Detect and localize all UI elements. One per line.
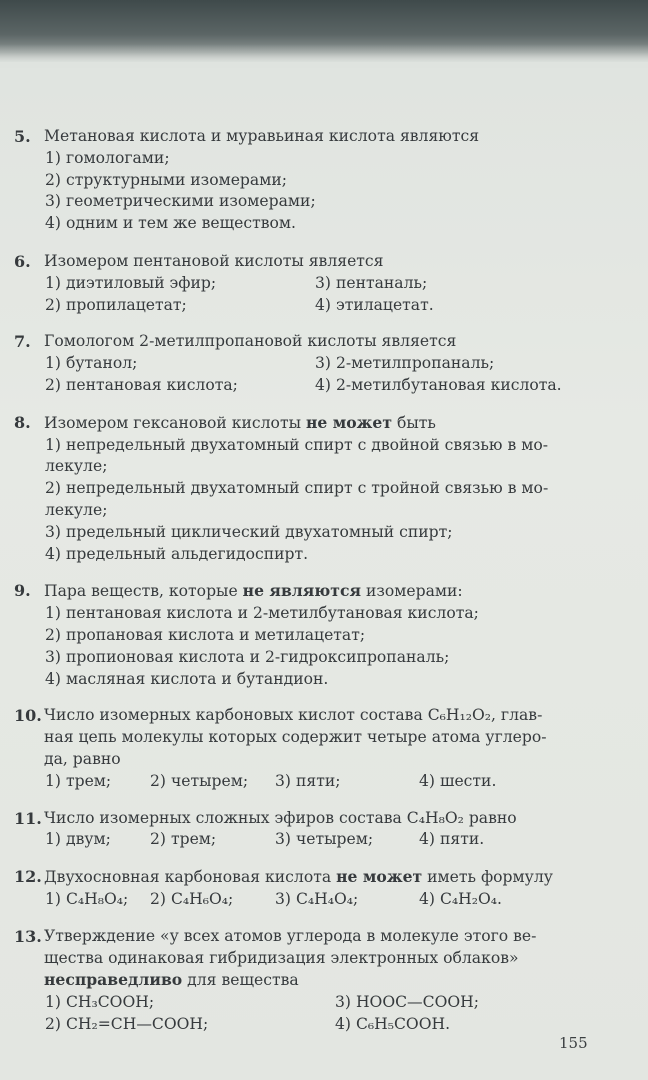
answer-option: 4) масляная кислота и бутандион.	[45, 669, 329, 688]
question-text	[44, 866, 604, 889]
answer-option: 2) пропилацетат;	[45, 295, 187, 314]
emphasis-text: не может	[336, 867, 423, 887]
emphasis-text: не являются	[242, 581, 361, 601]
question-number: 7.	[14, 332, 31, 352]
answer-option: 1) пентановая кислота и 2-метилбутановая кислота;	[45, 604, 479, 623]
question-text: Метановая кислота и муравьиная кислота являются	[44, 127, 480, 145]
question-number: 11.	[14, 808, 42, 828]
answer-option: 1) непредельный двухатомный спирт с двойной связью в мо-	[45, 435, 548, 454]
answer-option: 3) HOOC—COOH;	[335, 993, 480, 1012]
answer-option: 3) предельный циклический двухатомный спирт;	[45, 522, 453, 541]
question-text-end: изомерами:	[365, 582, 463, 601]
question-8	[14, 412, 604, 566]
answer-option: 3) геометрическими изомерами;	[45, 192, 316, 211]
answer-option: 4) C₆H₅COOH.	[335, 1014, 451, 1033]
answer-option: 2) C₄H₆O₄;	[150, 889, 234, 908]
answer-option: 2) пропановая кислота и метилацетат;	[45, 625, 366, 644]
answer-option: 2) структурными изомерами;	[45, 170, 287, 189]
question-number: 10.	[14, 706, 42, 726]
answer-option: 1) трем;	[45, 771, 112, 790]
page-number: 155	[559, 1034, 588, 1052]
answer-option: 1) гомологами;	[45, 148, 170, 167]
question-text-line: да, равно	[44, 749, 121, 768]
answer-grid	[44, 273, 604, 317]
answer-option: 4) C₄H₂O₄.	[419, 889, 502, 908]
answer-option: 4) предельный альдегидоспирт.	[45, 544, 309, 563]
question-10	[14, 705, 604, 792]
question-text: Гомологом 2-метилпропановой кислоты является	[44, 332, 457, 351]
answer-option: 1) двум;	[45, 830, 111, 849]
question-text-line: Утверждение «у всех атомов углерода в молекуле этого ве-	[44, 926, 537, 945]
answer-option-continued: лекуле;	[45, 457, 108, 476]
question-7	[14, 331, 604, 396]
answer-option: 3) пяти;	[275, 771, 341, 790]
answer-option: 4) 2-метилбутановая кислота.	[315, 375, 562, 394]
question-text-line: щества одинаковая гибридизация электронных облаков»	[44, 948, 519, 967]
question-12	[14, 866, 604, 911]
question-11	[14, 808, 604, 852]
question-text	[44, 412, 604, 435]
answer-option: 3) пентаналь;	[315, 273, 428, 292]
question-text	[44, 580, 604, 603]
question-text-start: Изомером гексановой кислоты	[44, 413, 301, 432]
answer-option: 2) трем;	[150, 830, 217, 849]
answer-option: 1) CH₃COOH;	[45, 993, 155, 1012]
question-number: 5.	[14, 127, 31, 146]
answer-option: 4) пяти.	[419, 830, 485, 849]
answer-option-continued: лекуле;	[45, 500, 108, 519]
question-text-start: Двухосновная карбоновая кислота	[44, 868, 332, 887]
emphasis-text: несправедливо	[44, 970, 183, 990]
question-text-line	[44, 969, 604, 992]
question-5	[14, 126, 604, 235]
answer-option: 4) одним и тем же веществом.	[45, 214, 296, 233]
question-6	[14, 251, 604, 316]
question-text-end: быть	[396, 413, 436, 432]
question-text-line: Число изомерных карбоновых кислот состава C₆H₁₂O₂, глав-	[44, 706, 543, 725]
answer-option: 2) CH₂=CH—COOH;	[45, 1014, 209, 1033]
answer-option: 2) пентановая кислота;	[45, 375, 238, 394]
question-text-end: для вещества	[187, 971, 299, 990]
answer-option: 3) 2-метилпропаналь;	[315, 354, 495, 373]
question-13	[14, 926, 604, 1036]
answer-option: 1) C₄H₈O₄;	[45, 889, 129, 908]
question-9	[14, 580, 604, 690]
top-strip-edge	[0, 44, 648, 68]
answer-option: 4) этилацетат.	[315, 295, 434, 314]
answer-option: 3) C₄H₄O₄;	[275, 889, 359, 908]
answer-option: 3) пропионовая кислота и 2-гидроксипропаналь;	[45, 647, 450, 666]
answer-option: 2) непредельный двухатомный спирт с тройной связью в мо-	[45, 479, 549, 498]
answer-grid	[44, 353, 604, 397]
answer-option: 4) шести.	[419, 771, 497, 790]
question-text-line: ная цепь молекулы которых содержит четыре атома углеро-	[44, 728, 547, 747]
question-text-end: иметь формулу	[427, 868, 553, 887]
questions-list	[14, 126, 604, 1051]
answer-option: 2) четырем;	[150, 771, 249, 790]
question-text: Изомером пентановой кислоты является	[44, 251, 384, 270]
answer-option: 3) четырем;	[275, 830, 374, 849]
question-number: 12.	[14, 867, 42, 887]
answer-row	[44, 771, 604, 793]
question-text: Число изомерных сложных эфиров состава C₄H₈O₂ равно	[44, 808, 517, 827]
answer-option: 1) бутанол;	[45, 354, 138, 373]
answer-grid	[44, 992, 604, 1036]
emphasis-text: не может	[305, 412, 393, 432]
answer-option: 1) диэтиловый эфир;	[45, 273, 217, 292]
question-number: 6.	[14, 251, 31, 271]
question-text-start: Пара веществ, которые	[44, 582, 238, 601]
question-number: 9.	[14, 581, 31, 601]
question-number: 13.	[14, 926, 42, 946]
answer-row	[44, 829, 604, 851]
answer-row	[44, 889, 604, 911]
question-number: 8.	[14, 412, 31, 432]
